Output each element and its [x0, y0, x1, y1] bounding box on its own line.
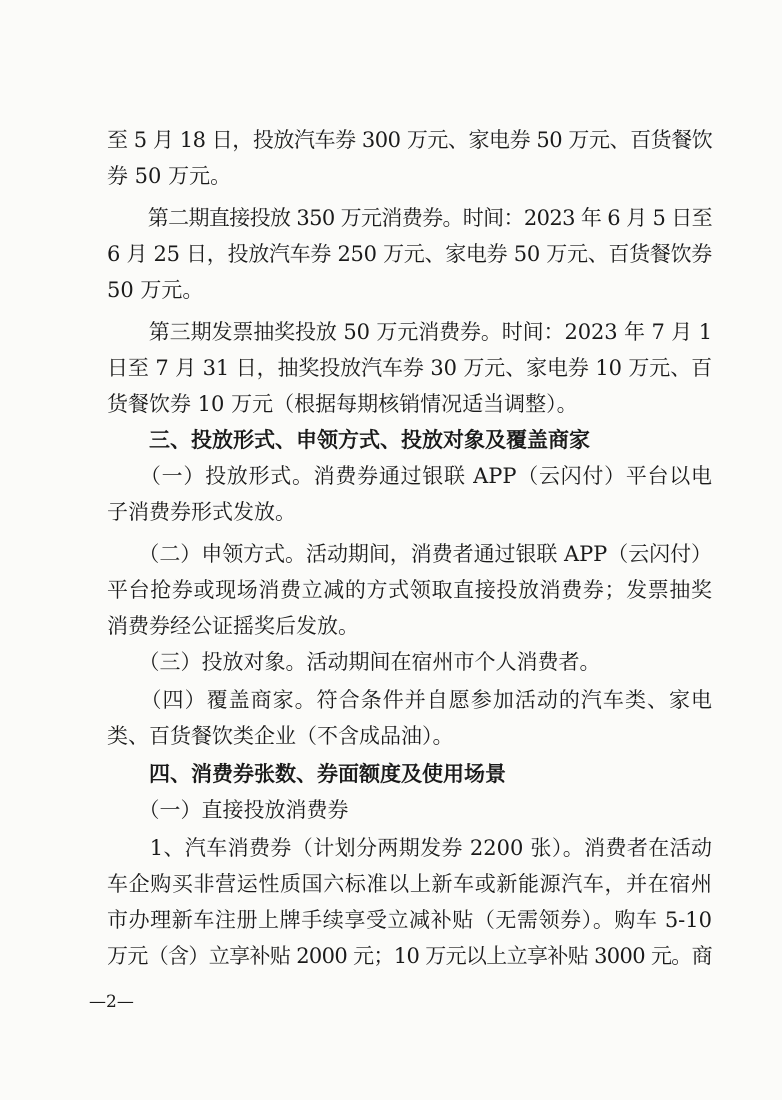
text-line: 类、百货餐饮类企业（不含成品油）。 [107, 724, 454, 748]
text-line: 1、汽车消费券（计划分两期发券 2200 张）。消费者在活动 [107, 836, 712, 860]
text-line: 券 50 万元。 [107, 164, 232, 188]
text-line: （一）投放形式。消费券通过银联 APP（云闪付）平台以电 [107, 464, 712, 488]
text-line: 车企购买非营运性质国六标准以上新车或新能源汽车，并在宿州 [107, 872, 712, 896]
text-line: 消费券经公证摇奖后发放。 [107, 614, 359, 638]
text-line: 至 5 月 18 日，投放汽车券 300 万元、家电券 50 万元、百货餐饮 [107, 128, 713, 152]
subsection-heading: （一）直接投放消费券 [107, 798, 349, 822]
text-line: （四）覆盖商家。符合条件并自愿参加活动的汽车类、家电 [107, 688, 712, 712]
section-heading: 三、投放形式、申领方式、投放对象及覆盖商家 [107, 427, 590, 452]
text-line: 市办理新车注册上牌手续享受立减补贴（无需领券）。购车 5-10 [107, 908, 712, 932]
text-line: 第二期直接投放 350 万元消费券。时间：2023 年 6 月 5 日至 [107, 206, 712, 230]
text-line: 日至 7 月 31 日，抽奖投放汽车券 30 万元、家电券 10 万元、百 [107, 356, 712, 380]
text-line: （三）投放对象。活动期间在宿州市个人消费者。 [107, 650, 601, 674]
text-line: （二）申领方式。活动期间，消费者通过银联 APP（云闪付） [107, 542, 712, 566]
section-heading: 四、消费券张数、券面额度及使用场景 [107, 761, 506, 786]
text-line: 万元（含）立享补贴 2000 元；10 万元以上立享补贴 3000 元。商 [107, 944, 712, 968]
text-line: 50 万元。 [107, 278, 204, 302]
text-line: 子消费券形式发放。 [107, 500, 296, 524]
text-line: 平台抢券或现场消费立减的方式领取直接投放消费券；发票抽奖 [107, 578, 712, 602]
page-number: —2— [89, 992, 134, 1012]
text-line: 第三期发票抽奖投放 50 万元消费券。时间：2023 年 7 月 1 [107, 320, 712, 344]
text-line: 6 月 25 日，投放汽车券 250 万元、家电券 50 万元、百货餐饮券 [107, 242, 712, 266]
text-line: 货餐饮券 10 万元（根据每期核销情况适当调整）。 [107, 392, 578, 416]
